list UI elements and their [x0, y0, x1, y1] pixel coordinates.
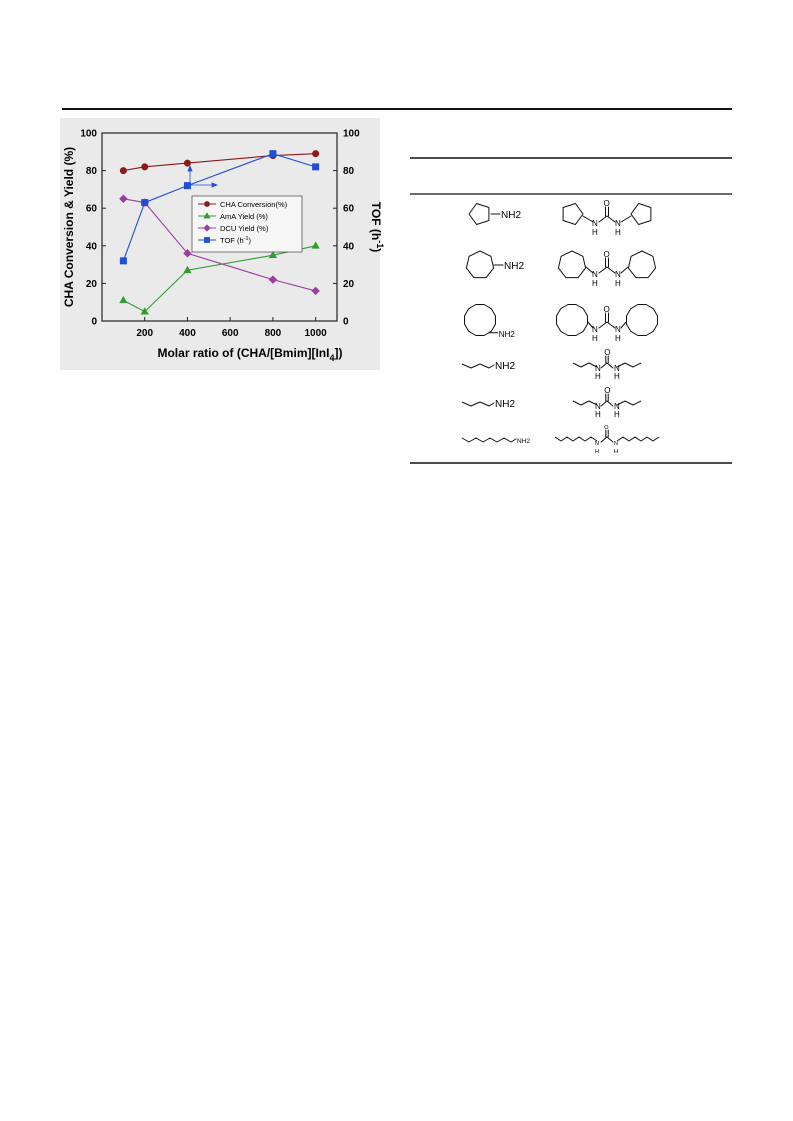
urea-hydrogen-label: H	[595, 410, 601, 419]
data-point	[120, 258, 126, 264]
urea-oxygen-label: O	[603, 250, 610, 259]
urea-structure	[558, 250, 655, 288]
y-tick-label-right: 0	[343, 316, 349, 328]
amine-structure	[462, 438, 530, 445]
urea-oxygen-label: O	[604, 348, 611, 357]
table-row	[462, 348, 641, 381]
urea-structure	[563, 199, 651, 237]
table-row	[465, 305, 658, 344]
amine-structure	[465, 305, 516, 339]
urea-hydrogen-label: H	[615, 334, 621, 343]
table-row	[462, 425, 659, 455]
y-tick-label-right: 40	[343, 241, 355, 253]
amine-label: NH2	[501, 210, 522, 221]
y-tick-label-left: 20	[85, 278, 97, 290]
amine-structure	[469, 204, 521, 225]
urea-nitrogen-label: N	[615, 325, 621, 334]
amine-structure	[462, 399, 515, 410]
amine-label: NH2	[504, 261, 525, 272]
y-tick-label-left: 0	[91, 316, 97, 328]
y-tick-label-left: 40	[85, 241, 97, 253]
y-axis-left-label: CHA Conversion & Yield (%)	[62, 146, 76, 308]
data-point	[312, 164, 318, 170]
data-point	[312, 150, 318, 156]
urea-nitrogen-label: N	[592, 270, 598, 279]
top-rule	[62, 108, 732, 110]
urea-hydrogen-label: H	[592, 334, 598, 343]
urea-hydrogen-label: H	[614, 372, 620, 381]
urea-nitrogen-label: N	[592, 325, 598, 334]
legend-label: DCU Yield (%)	[220, 224, 269, 233]
urea-nitrogen-label: N	[595, 402, 601, 411]
x-tick-label: 400	[179, 328, 196, 339]
table-row	[469, 199, 651, 237]
amine-structure	[462, 361, 515, 372]
legend-label: AmA Yield (%)	[220, 212, 268, 221]
legend-label: TOF $(h^{-1})$	[220, 236, 252, 245]
amine-label: NH2	[495, 361, 516, 372]
urea-hydrogen-label: H	[614, 449, 618, 455]
urea-structure	[573, 386, 641, 419]
x-tick-label: 1000	[304, 328, 327, 339]
compounds-table-drawing	[410, 118, 732, 470]
urea-nitrogen-label: N	[592, 219, 598, 228]
y-tick-label-right: 20	[343, 278, 355, 290]
urea-oxygen-label: O	[603, 305, 610, 314]
urea-nitrogen-label: N	[595, 364, 601, 373]
urea-structure	[555, 425, 659, 455]
urea-hydrogen-label: H	[615, 228, 621, 237]
amine-label: NH2	[495, 399, 516, 410]
urea-nitrogen-label: N	[595, 441, 599, 447]
legend-marker	[204, 237, 209, 242]
x-tick-label: 600	[221, 328, 239, 339]
amine-label: NH2	[517, 438, 531, 445]
urea-oxygen-label: O	[603, 199, 610, 208]
data-point	[120, 167, 126, 173]
chart-panel	[60, 118, 385, 370]
compounds-table	[410, 118, 732, 470]
x-tick-label: 200	[136, 328, 154, 339]
data-point	[270, 150, 276, 156]
urea-hydrogen-label: H	[615, 279, 621, 288]
amine-label: NH2	[498, 329, 515, 339]
urea-oxygen-label: O	[604, 386, 611, 395]
urea-nitrogen-label: N	[614, 441, 618, 447]
table-row	[462, 386, 641, 419]
legend-label: CHA Conversion(%)	[220, 200, 288, 209]
urea-oxygen-label: O	[604, 425, 609, 431]
urea-structure	[573, 348, 641, 381]
amine-structure	[466, 251, 524, 278]
line-chart	[60, 118, 385, 370]
urea-hydrogen-label: H	[592, 279, 598, 288]
urea-nitrogen-label: N	[615, 219, 621, 228]
urea-nitrogen-label: N	[615, 270, 621, 279]
table-body	[462, 199, 659, 455]
legend-marker	[204, 201, 209, 206]
y-tick-label-left: 60	[85, 203, 97, 215]
data-point	[184, 160, 190, 166]
table-row	[466, 250, 655, 288]
y-tick-label-right: 80	[343, 166, 355, 178]
y-tick-label-right: 60	[343, 203, 355, 215]
data-point	[142, 199, 148, 205]
urea-hydrogen-label: H	[595, 372, 601, 381]
y-axis-right-label: TOF $(h^{-1})$	[369, 201, 385, 253]
data-point	[142, 164, 148, 170]
y-tick-label-left: 80	[85, 166, 97, 178]
x-axis-label: Molar ratio of (CHA/[Bmim][InI$_4$])	[157, 346, 343, 363]
urea-nitrogen-label: N	[614, 364, 620, 373]
urea-hydrogen-label: H	[595, 449, 599, 455]
urea-structure	[557, 305, 658, 344]
x-tick-label: 800	[264, 328, 282, 339]
y-tick-label-left: 100	[80, 128, 97, 140]
legend	[192, 196, 302, 252]
y-tick-label-right: 100	[343, 128, 360, 140]
urea-nitrogen-label: N	[614, 402, 620, 411]
urea-hydrogen-label: H	[592, 228, 598, 237]
urea-hydrogen-label: H	[614, 410, 620, 419]
